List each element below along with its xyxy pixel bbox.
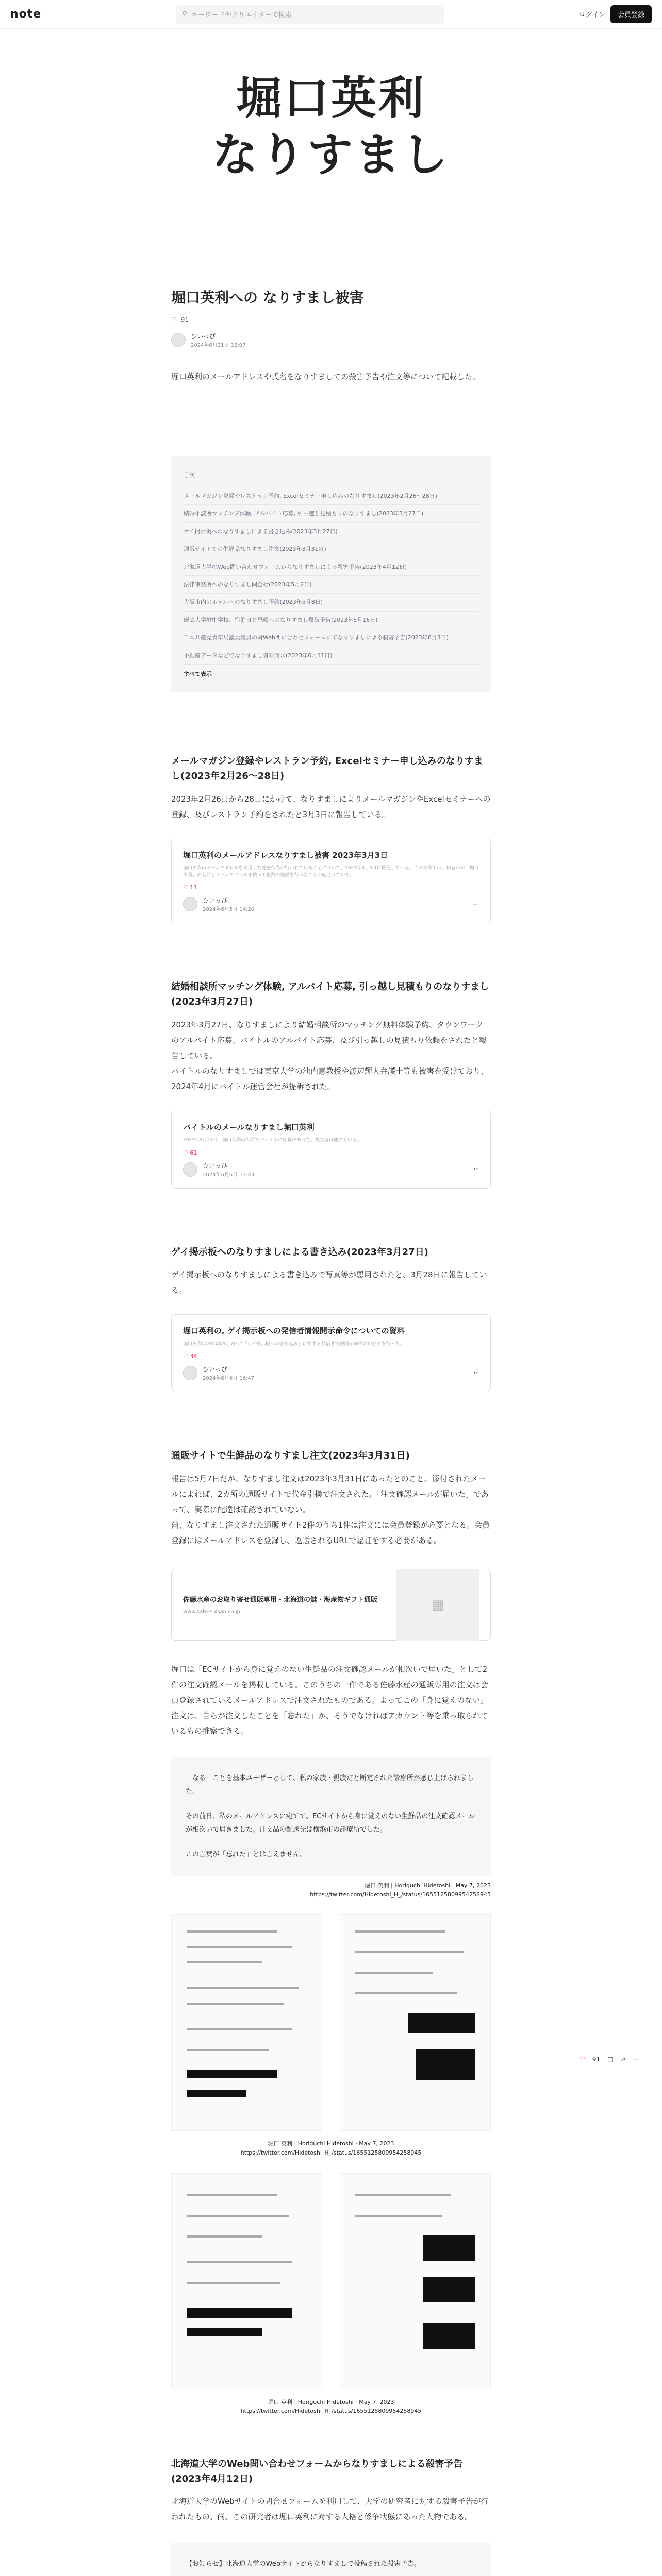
- floating-action-bar: [580, 2056, 662, 2063]
- toc-item[interactable]: 大阪市内のホテルへのなりすまし予約(2023年5月8日): [184, 594, 478, 611]
- section-heading: メールマガジン登録やレストラン予約, Excelセミナー申し込みのなりすまし(2023年2月26〜28日): [171, 755, 483, 782]
- email-screenshot: [171, 1914, 322, 2131]
- section-text: 堀口は「ECサイトから身に覚えのない生鮮品の注文確認メールが相次いで届いた」として2件の注文確認メールを掲載している。このうちの一件である佐藤水産の通販専用の注文は会員登録されているメールアドレスで注文されたものである。よってこの「身に覚えのない」注文は、自らが注文したことを「忘れた」か、そうでなければアカウント等を乗っ取られているもの推察できる。: [171, 1665, 488, 1736]
- heart-icon: ♡: [183, 884, 190, 891]
- hero-line-2: なりすまし: [212, 128, 450, 181]
- register-button[interactable]: 会員登録: [610, 5, 652, 23]
- link-title: 佐藤水産のお取り寄せ通販専用・北海道の鮭・海産物ギフト通販: [183, 1596, 378, 1604]
- section-text: 2023年3月27日、なりすましにより結婚相談所のマッチング無料体験予約、タウンワークのアルバイト応募、バイトルのアルバイト応募、及び引っ越しの見積もり依頼をされたと報告している。: [171, 1020, 487, 1060]
- toc-item[interactable]: 日本共産党青年局議員議員の対Web問い合わせフォームにてなりすましによる殺害予告(2023年6月3日): [184, 629, 478, 647]
- card-title: 堀口英利の, ゲイ掲示板への発信者情報開示命令についての資料: [183, 1326, 405, 1336]
- card-likes: 34: [190, 1353, 197, 1360]
- card-date: 2024年6月9日 16:47: [203, 1376, 255, 1382]
- search-placeholder: キーワードやクリエイターで検索: [191, 11, 292, 19]
- card-excerpt: 2023年3月27日、堀口英利の名前でバイトルに応募があった。被害者は他にもいる。: [183, 1138, 361, 1143]
- tweet-link[interactable]: https://twitter.com/Hidetoshi_H_/status/1655125809954258945: [240, 2149, 422, 2156]
- heart-icon[interactable]: ♡: [580, 2056, 585, 2063]
- toc-item[interactable]: 北海道大学のWeb問い合わせフォームからなりすましによる殺害予告(2023年4月12日): [184, 558, 478, 576]
- search-input[interactable]: [176, 5, 444, 24]
- avatar: [183, 1162, 197, 1177]
- quote-text: その前日、私のメールアドレスに宛てて、ECサイトから身に覚えのない生鮮品の注文確認メールが相次いで届きました。注文品の配送先は横浜市の診療所でした。: [186, 1812, 475, 1834]
- screenshot-pair: [171, 1914, 491, 2131]
- tweet-author: 堀口 英利 | Horiguchi Hidetoshi · May 7, 2023: [268, 2398, 394, 2405]
- hero-line-1: 堀口英利: [236, 72, 426, 125]
- card-likes: 11: [190, 884, 197, 891]
- email-screenshot: [340, 1914, 491, 2131]
- more-icon[interactable]: ⋯: [474, 1370, 479, 1376]
- section-heading: 通販サイトで生鮮品のなりすまし注文(2023年3月31日): [171, 1450, 410, 1462]
- card-title: バイトルのメールなりすまし堀口英利: [183, 1122, 315, 1132]
- toc-item[interactable]: 慶應大学附中学校、宿泊日と恐喝へのなりすまし爆破予告(2023年5月16日): [184, 612, 478, 629]
- tweet-citation[interactable]: [171, 2139, 491, 2157]
- note-logo[interactable]: note: [10, 8, 42, 21]
- like-count: 91: [180, 316, 189, 324]
- email-screenshot: [171, 2173, 322, 2389]
- heart-icon: ♡: [183, 1353, 190, 1360]
- author-block[interactable]: [171, 332, 491, 348]
- tweet-link[interactable]: https://twitter.com/Hidetoshi_H_/status/1655125809954258945: [240, 2408, 422, 2415]
- section-text: 報告は5月7日だが、なりすまし注文は2023年3月31日にあったとのこと。添付されたメールによれば、2カ所の通販サイトで代金引換で注文された。「注文確認メールが届いた」であって、実際に配達は確認されていない。: [171, 1474, 489, 1515]
- search-icon: ⚲: [182, 10, 187, 18]
- blockquote: [171, 1757, 491, 1876]
- toc-item[interactable]: ゲイ掲示板へのなりすましによる書き込み(2023年3月27日): [184, 523, 478, 540]
- tweet-link[interactable]: https://twitter.com/Hidetoshi_H_/status/1655125809954258945: [310, 1891, 491, 1898]
- card-excerpt: 堀口英利は2024年5月7日に「ゲイ掲示板への書き込み」に関する発信者情報開示命令の申立てを行った。: [183, 1341, 405, 1347]
- toc-item[interactable]: 通販サイトでの生鮮品なりすまし注文(2023年3月31日): [184, 540, 478, 558]
- publish-date: 2024年6月21日 12:07: [191, 343, 246, 348]
- toc-item[interactable]: 結婚相談所マッチング体験, アルバイト応募, 引っ越し見積もりのなりすまし(2023年3月27日): [184, 505, 478, 522]
- card-excerpt: 堀口英利のメールアドレスを使用した迷惑行為が行われていることについて、2023年3月3日に報告している。この文章では、何者かが「堀口英利」の名前とメールアドレスを使って複数の登録を行ったことが記されている。: [183, 866, 479, 878]
- quote-text: 【お知らせ】北海道大学のWebサイトからなりすましで投稿された殺害予告。: [186, 2560, 421, 2568]
- login-button[interactable]: ログイン: [578, 11, 605, 19]
- card-author: ひいっぴ: [203, 1162, 228, 1170]
- quote-text: この言葉が「忘れた」とは言えません。: [186, 1851, 307, 1859]
- card-author: ひいっぴ: [203, 1366, 228, 1374]
- avatar[interactable]: [171, 333, 186, 347]
- embedded-note-card[interactable]: [171, 839, 491, 924]
- toc-item[interactable]: 不動産データなどでなりすまし資料請求(2023年6月11日): [184, 647, 478, 665]
- intro-text: 堀口英利のメールアドレスや氏名をなりすましての殺害予告や注文等について記載した。: [171, 372, 480, 381]
- section-heading: 北海道大学のWeb問い合わせフォームからなりすましによる殺害予告(2023年4月12日): [171, 2458, 463, 2484]
- section-heading: 結婚相談所マッチング体験, アルバイト応募, 引っ越し見積もりのなりすまし(2023年3月27日): [171, 981, 489, 1007]
- toc-item[interactable]: メールマガジン登録やレストラン予約, Excelセミナー申し込みのなりすまし(2023年2月26〜28日): [184, 487, 478, 505]
- card-likes: 61: [190, 1149, 197, 1156]
- toc-label: 目次: [184, 472, 195, 479]
- link-preview-card[interactable]: [171, 1569, 491, 1641]
- tweet-author: 堀口 英利 | Horiguchi Hidetoshi · May 7, 2023: [268, 2140, 394, 2147]
- tweet-citation[interactable]: [171, 1881, 491, 1899]
- section-text: ゲイ掲示板へのなりすましによる書き込みで写真等が悪用されたと、3月28日に報告している。: [171, 1270, 487, 1295]
- header: [0, 0, 662, 29]
- table-of-contents: [171, 456, 491, 692]
- card-date: 2024年6月5日 14:20: [203, 907, 255, 912]
- hero: [0, 29, 662, 225]
- toc-item[interactable]: 法律事務所へのなりすまし問合せ(2023年5月2日): [184, 576, 478, 594]
- section-text: バイトルのなりすましでは東京大学の池内恵教授や渡辺輝人弁護士等も被害を受けており、2024年4月にバイトル運営会社が提訴された。: [171, 1066, 489, 1091]
- card-author: ひいっぴ: [203, 897, 228, 904]
- avatar: [183, 897, 197, 911]
- image-placeholder-icon: ▦: [396, 1569, 479, 1641]
- article-title: 堀口英利への なりすまし被害: [171, 289, 364, 306]
- screenshot-pair: [171, 2173, 491, 2389]
- embedded-note-card[interactable]: [171, 1314, 491, 1392]
- blockquote: [171, 2543, 491, 2576]
- card-title: 堀口英利のメールアドレスなりすまし被害 2023年3月3日: [183, 850, 388, 860]
- more-icon[interactable]: ⋯: [633, 2056, 639, 2063]
- tweet-author: 堀口 英利 | Horiguchi Hidetoshi · May 7, 2023: [365, 1882, 491, 1889]
- author-name[interactable]: ひいっぴ: [191, 333, 216, 340]
- heart-icon: ♡: [183, 1149, 190, 1156]
- tweet-citation[interactable]: [171, 2398, 491, 2416]
- more-icon[interactable]: ⋯: [474, 901, 479, 907]
- embedded-note-card[interactable]: [171, 1111, 491, 1189]
- like-count: 91: [592, 2056, 601, 2063]
- section-text: 北海道大学のWebサイトの問合せフォームを利用して、大学の研究者に対する殺害予告が行われたもの。尚、この研究者は堀口英利に対する人格と係争状態にあった人物である。: [171, 2497, 489, 2522]
- share-icon[interactable]: ↗: [620, 2056, 626, 2063]
- card-date: 2024年6月6日 17:43: [203, 1172, 255, 1178]
- section-text: 2023年2月26日から28日にかけて、なりすましによりメールマガジンやExcelセミナーへの登録、及びレストラン予約をされたと3月3日に報告している。: [171, 794, 491, 819]
- section-text: 尚、なりすまし注文された通販サイト2件のうち1件は注文には会員登録が必要となる。会員登録にはメールアドレスを登録し、返送されるURLで認証をする必要がある。: [171, 1520, 490, 1546]
- link-url: www.sato-suisan.co.jp: [183, 1609, 240, 1615]
- heart-icon[interactable]: ♡: [171, 316, 177, 324]
- section-heading: ゲイ掲示板へのなりすましによる書き込み(2023年3月27日): [171, 1246, 428, 1258]
- email-screenshot: [340, 2173, 491, 2389]
- quote-text: 「なる」ことを基本ユーザーとして、私の家族・親族だと断定された診療所が感じ上げられました。: [186, 1774, 474, 1796]
- comment-icon[interactable]: □: [607, 2056, 614, 2063]
- more-icon[interactable]: ⋯: [474, 1166, 479, 1173]
- toc-show-all-button[interactable]: すべて表示: [184, 670, 212, 677]
- avatar: [183, 1366, 197, 1380]
